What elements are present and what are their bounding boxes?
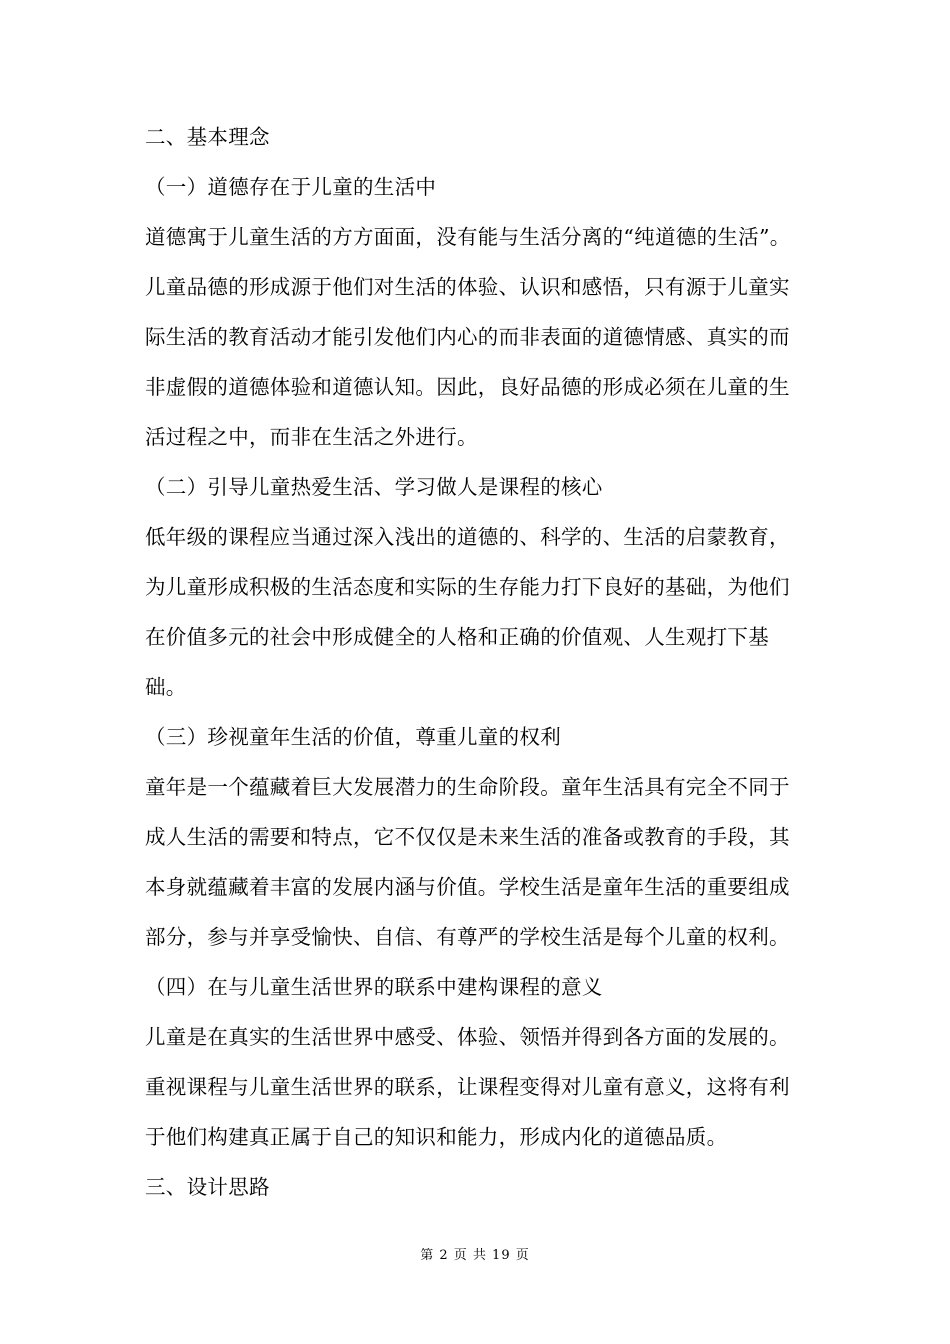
paragraph-line: 成人生活的需要和特点，它不仅仅是未来生活的准备或教育的手段，其 xyxy=(145,825,790,849)
page-number: 第 2 页 共 19 页 xyxy=(420,1248,530,1263)
section-heading-design-ideas: 三、设计思路 xyxy=(145,1175,270,1199)
document-body xyxy=(145,112,815,1212)
subheading-1: （一）道德存在于儿童的生活中 xyxy=(145,175,437,199)
paragraph-line: 础。 xyxy=(145,675,187,699)
paragraph-line: 活过程之中，而非在生活之外进行。 xyxy=(145,425,478,449)
paragraph-line: 重视课程与儿童生活世界的联系，让课程变得对儿童有意义，这将有利 xyxy=(145,1075,790,1099)
paragraph-line: 道德寓于儿童生活的方方面面，没有能与生活分离的“纯道德的生活”。 xyxy=(145,225,791,249)
paragraph-line: 儿童品德的形成源于他们对生活的体验、认识和感悟，只有源于儿童实 xyxy=(145,275,790,299)
subheading-4: （四）在与儿童生活世界的联系中建构课程的意义 xyxy=(145,975,603,999)
paragraph-line: 童年是一个蕴藏着巨大发展潜力的生命阶段。童年生活具有完全不同于 xyxy=(145,775,790,799)
subheading-3: （三）珍视童年生活的价值，尊重儿童的权利 xyxy=(145,725,561,749)
paragraph-line: 儿童是在真实的生活世界中感受、体验、领悟并得到各方面的发展的。 xyxy=(145,1025,790,1049)
paragraph-line: 低年级的课程应当通过深入浅出的道德的、科学的、生活的启蒙教育， xyxy=(145,525,790,549)
paragraph-line: 为儿童形成积极的生活态度和实际的生存能力打下良好的基础，为他们 xyxy=(145,575,790,599)
paragraph-line: 非虚假的道德体验和道德认知。因此，良好品德的形成必须在儿童的生 xyxy=(145,375,790,399)
paragraph-line: 于他们构建真正属于自己的知识和能力，形成内化的道德品质。 xyxy=(145,1125,728,1149)
section-heading-basic-concepts: 二、基本理念 xyxy=(145,125,270,149)
paragraph-line: 际生活的教育活动才能引发他们内心的而非表面的道德情感、真实的而 xyxy=(145,325,790,349)
paragraph-line: 本身就蕴藏着丰富的发展内涵与价值。学校生活是童年生活的重要组成 xyxy=(145,875,790,899)
paragraph-line: 部分，参与并享受愉快、自信、有尊严的学校生活是每个儿童的权利。 xyxy=(145,925,790,949)
subheading-2: （二）引导儿童热爱生活、学习做人是课程的核心 xyxy=(145,475,603,499)
paragraph-line: 在价值多元的社会中形成健全的人格和正确的价值观、人生观打下基 xyxy=(145,625,769,649)
